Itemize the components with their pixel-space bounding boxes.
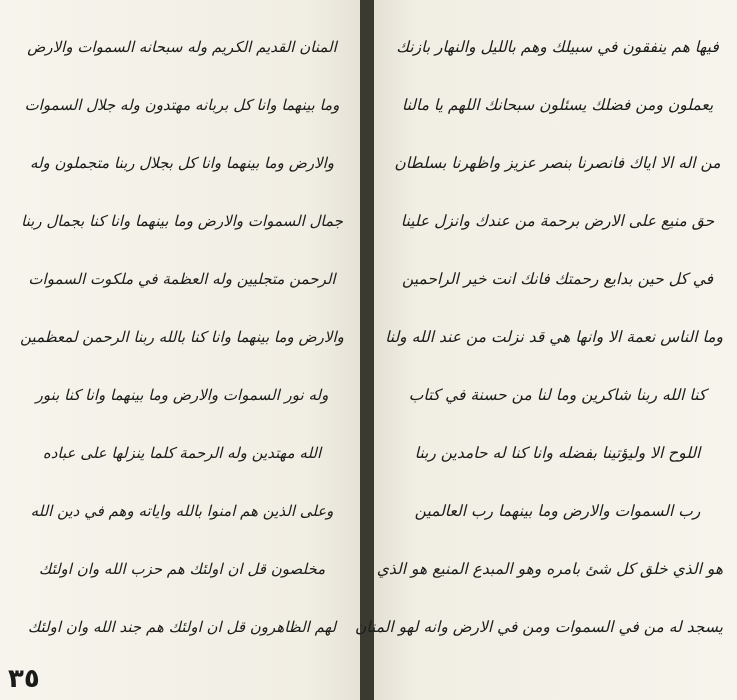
text-line: جمال السموات والارض وما بينهما وانا كنا بجمال ربنا [21, 212, 343, 230]
text-line: يسجد له من في السموات ومن في الارض وانه لهو المنان [354, 618, 723, 636]
text-line: فيها هم ينفقون في سبيلك وهم بالليل والنهار بازنك [396, 38, 719, 56]
book-gutter [360, 0, 374, 700]
text-line: والارض وما بينهما وانا كنا بالله ربنا الرحمن لمعظمين [20, 328, 344, 346]
text-line: وما بينهما وانا كل بربانه مهتدون وله جلال السموات [24, 96, 340, 114]
text-line: وما الناس نعمة الا وانها هي قد نزلت من عند الله ولنا [385, 328, 723, 346]
text-line: وله نور السموات والارض وما بينهما وانا كنا بنور [35, 386, 329, 404]
text-line: اللوح الا وليؤتينا بفضله وانا كنا له حامدين ربنا [414, 444, 701, 462]
text-line: في كل حين بدايع رحمتك فانك انت خير الراحمين [401, 270, 714, 288]
left-page-text [18, 18, 346, 656]
left-page [0, 0, 360, 700]
text-line: وعلى الذين هم امنوا بالله واياته وهم في دين الله [30, 502, 334, 520]
page-number: ٣٥ [8, 664, 40, 694]
text-line: مخلصون قل ان اولئك هم حزب الله وان اولئك [38, 560, 326, 578]
text-line: لهم الظاهرون قل ان اولئك هم جند الله وان اولئك [27, 618, 337, 636]
text-line: يعملون ومن فضلك يسئلون سبحانك اللهم يا مالنا [401, 96, 714, 114]
text-line: رب السموات والارض وما بينهما رب العالمين [414, 502, 701, 520]
text-line: كنا الله ربنا شاكرين وما لنا من حسنة في كتاب [408, 386, 707, 404]
text-line: هو الذي خلق كل شئ بامره وهو المبدع المنيع هو الذي [376, 560, 723, 578]
text-line: من اله الا اياك فانصرنا بنصر عزيز واظهرنا بسلطان [394, 154, 721, 172]
text-line: حق منيع على الارض برحمة من عندك وانزل علينا [400, 212, 715, 230]
text-line: الله مهتدين وله الرحمة كلما ينزلها على عباده [42, 444, 322, 462]
right-page [354, 0, 737, 700]
text-line: المنان القديم الكريم وله سبحانه السموات والارض [27, 38, 337, 56]
right-page-text [354, 18, 723, 656]
text-line: والارض وما بينهما وانا كل بجلال ربنا متجملون وله [29, 154, 335, 172]
text-line: الرحمن متجليين وله العظمة في ملكوت السموات [28, 270, 336, 288]
